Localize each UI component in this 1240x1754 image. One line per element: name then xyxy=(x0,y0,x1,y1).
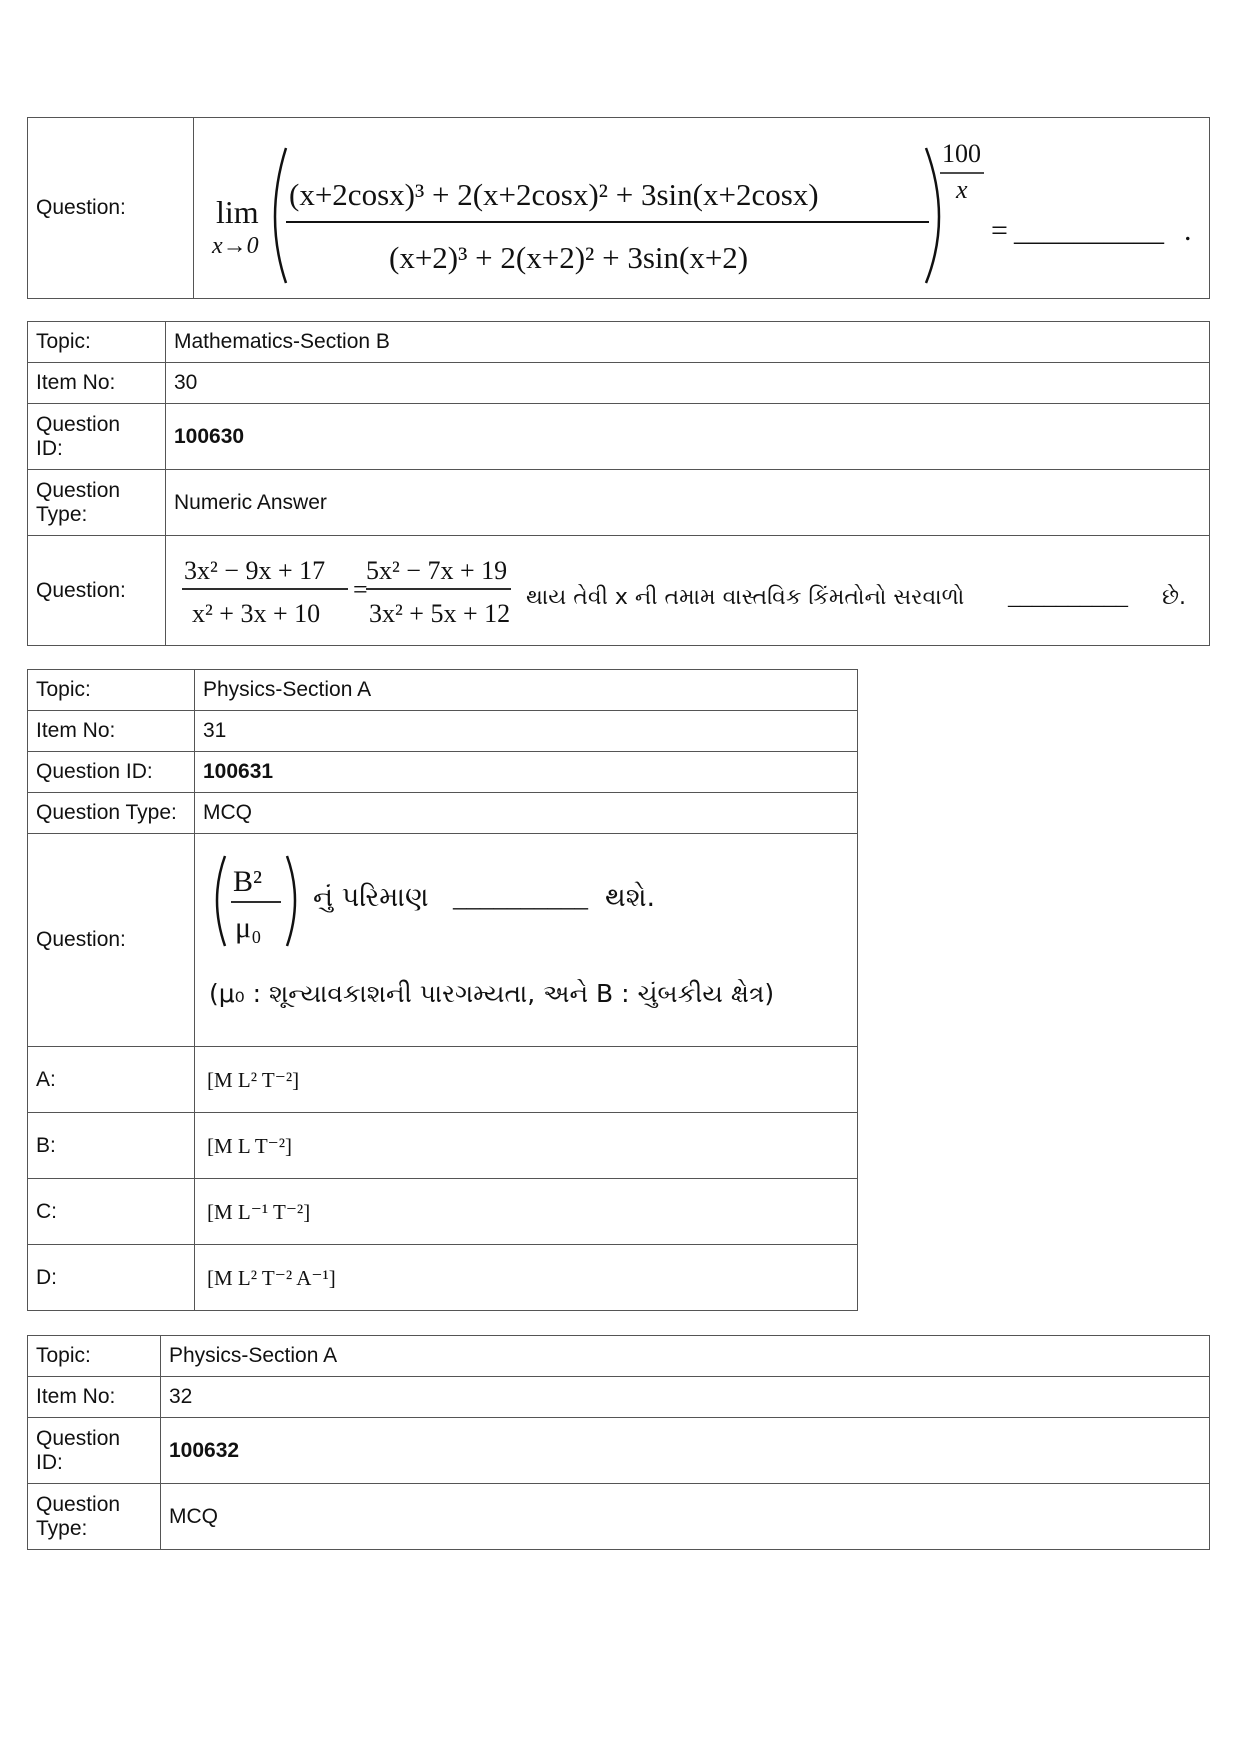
question-line1-end: થશે. xyxy=(605,882,656,913)
question-table-limit xyxy=(27,117,1210,299)
question-table-item-31 xyxy=(27,669,858,1311)
question-type-label-line2: Type: xyxy=(36,1516,88,1540)
item-no-value: 32 xyxy=(161,1377,1210,1418)
fraction-denominator-mu0: μ₀ xyxy=(235,911,262,944)
fraction-numerator-b-squared: B² xyxy=(233,865,263,898)
rational-equation-svg xyxy=(166,536,1208,639)
limit-numerator: (x+2cosx)³ + 2(x+2cosx)² + 3sin(x+2cosx) xyxy=(289,177,819,212)
option-c-label: C: xyxy=(28,1179,195,1245)
equals-sign: = xyxy=(991,214,1008,247)
question-text-gujarati: થાય તેવી x ની તમામ વાસ્તવિક કિંમતોનો સરવાળો xyxy=(526,585,965,610)
item-no-label: Item No: xyxy=(28,1377,161,1418)
question-table-item-32 xyxy=(27,1335,1210,1550)
question-id-label xyxy=(28,404,166,470)
topic-label: Topic: xyxy=(28,322,166,363)
item-no-value: 31 xyxy=(195,711,858,752)
option-c-value: [M L⁻¹ T⁻²] xyxy=(195,1179,858,1245)
answer-blank: __________ xyxy=(453,882,588,912)
lim-text: lim xyxy=(216,194,259,230)
question-id-value: 100632 xyxy=(161,1418,1210,1484)
end-period: . xyxy=(1184,214,1192,247)
topic-value: Mathematics-Section B xyxy=(166,322,1210,363)
lim-subscript: x→0 xyxy=(212,233,259,259)
question-line2-legend: (μ₀ : શૂન્યાવકાશની પારગમ્યતા, અને B : ચુંબકીય ક્ષેત્ર) xyxy=(209,979,775,1008)
limit-denominator: (x+2)³ + 2(x+2)² + 3sin(x+2) xyxy=(389,240,749,275)
option-d-label: D: xyxy=(28,1245,195,1311)
rhs-numerator: 5x² − 7x + 19 xyxy=(366,556,508,585)
question-type-value: Numeric Answer xyxy=(166,470,1210,536)
equation-equals: = xyxy=(353,575,368,604)
exponent-numerator: 100 xyxy=(942,139,981,168)
limit-formula xyxy=(194,118,1210,299)
question-table-item-30 xyxy=(27,321,1210,646)
rhs-denominator: 3x² + 5x + 12 xyxy=(369,599,511,628)
question-id-label-line1: Question xyxy=(36,1426,121,1450)
question-type-label xyxy=(28,470,166,536)
question-id-value: 100630 xyxy=(166,404,1210,470)
lhs-denominator: x² + 3x + 10 xyxy=(192,599,321,628)
lhs-numerator: 3x² − 9x + 17 xyxy=(184,556,326,585)
question-id-label-line1: Question xyxy=(36,412,121,436)
topic-label: Topic: xyxy=(28,1336,161,1377)
option-b-label: B: xyxy=(28,1113,195,1179)
topic-value: Physics-Section A xyxy=(161,1336,1210,1377)
option-d-value: [M L² T⁻² A⁻¹] xyxy=(195,1245,858,1311)
dimension-question-svg xyxy=(195,834,856,1040)
topic-label: Topic: xyxy=(28,670,195,711)
question-type-label-line1: Question xyxy=(36,1492,121,1516)
answer-blank: __________ xyxy=(1014,214,1164,247)
question-label: Question: xyxy=(28,834,195,1047)
question-label: Question: xyxy=(28,536,166,646)
question-type-label xyxy=(28,1484,161,1550)
item-no-label: Item No: xyxy=(28,711,195,752)
question-id-label-line2: ID: xyxy=(36,436,63,460)
exponent-denominator: x xyxy=(956,175,968,204)
question-type-label-line1: Question xyxy=(36,478,121,502)
option-a-value: [M L² T⁻²] xyxy=(195,1047,858,1113)
answer-blank: __________ xyxy=(1008,584,1128,610)
question-body xyxy=(195,834,858,1047)
question-id-label: Question ID: xyxy=(28,752,195,793)
question-id-label xyxy=(28,1418,161,1484)
option-a-label: A: xyxy=(28,1047,195,1113)
question-formula xyxy=(166,536,1210,646)
item-no-value: 30 xyxy=(166,363,1210,404)
option-b-value: [M L T⁻²] xyxy=(195,1113,858,1179)
limit-formula-svg xyxy=(194,118,1208,292)
question-type-value: MCQ xyxy=(195,793,858,834)
question-line1-text: નું પરિમાણ xyxy=(313,882,429,913)
question-type-value: MCQ xyxy=(161,1484,1210,1550)
topic-value: Physics-Section A xyxy=(195,670,858,711)
question-id-value: 100631 xyxy=(195,752,858,793)
question-end-text: છે. xyxy=(1162,585,1186,610)
question-type-label-line2: Type: xyxy=(36,502,88,526)
question-label: Question: xyxy=(28,118,194,299)
question-type-label: Question Type: xyxy=(28,793,195,834)
question-id-label-line2: ID: xyxy=(36,1450,63,1474)
item-no-label: Item No: xyxy=(28,363,166,404)
